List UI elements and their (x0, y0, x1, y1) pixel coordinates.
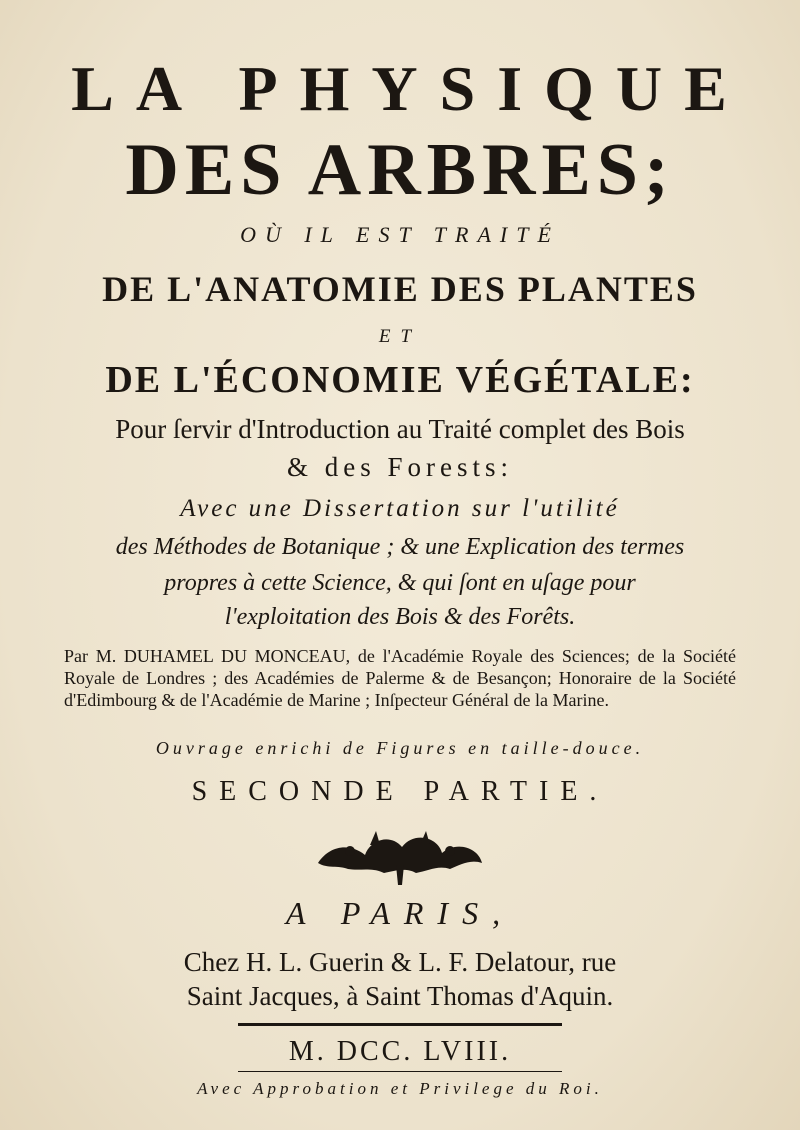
imprint-date: M. DCC. LVIII. (288, 1036, 512, 1067)
purpose-line-1: Pour ſervir d'Introduction au Traité complet des Bois (115, 414, 685, 444)
author-paragraph: Par M. DUHAMEL DU MONCEAU, de l'Académie Royale des Sciences; de la Société Royale de Londres ; des Académies de Palerme & de Besançon; Honoraire de la Société d'Edimbourg & de l'Académie de Marine ; Inſpecteur Général de la Marine. (64, 646, 736, 710)
subtitle: OÙ IL EST TRAITÉ (240, 222, 560, 247)
imprint-line-1: Chez H. L. Guerin & L. F. Delatour, rue (183, 947, 617, 977)
dissertation-line-4: l'exploitation des Bois & des Forêts. (224, 604, 576, 630)
imprint-city: A PARIS, (285, 895, 515, 931)
title-line-3: DE L'ANATOMIE DES PLANTES (102, 269, 698, 309)
ouvrage-line: Ouvrage enrichi de Figures en taille-douce. (155, 738, 645, 758)
divider-rule-bottom (238, 1071, 562, 1072)
title-line-1: LA PHYSIQUE (71, 53, 749, 124)
printer-vignette-icon (310, 825, 490, 887)
privilege-line: Avec Approbation et Privilege du Roi. (197, 1079, 603, 1098)
title-line-2: DES ARBRES; (125, 129, 675, 211)
imprint-line-2: Saint Jacques, à Saint Thomas d'Aquin. (186, 981, 614, 1011)
part-heading: SECONDE PARTIE. (191, 776, 609, 807)
conjunction-et: ET (378, 326, 422, 347)
title-line-4: DE L'ÉCONOMIE VÉGÉTALE: (105, 359, 695, 401)
divider-rule (238, 1023, 562, 1026)
dissertation-line-2: des Méthodes de Botanique ; & une Explication des termes (115, 534, 685, 560)
dissertation-line-1: Avec une Dissertation sur l'utilité (180, 495, 620, 522)
purpose-line-2: & des Forests: (286, 452, 513, 482)
dissertation-line-3: propres à cette Science, & qui ſont en uſage pour (164, 570, 636, 596)
